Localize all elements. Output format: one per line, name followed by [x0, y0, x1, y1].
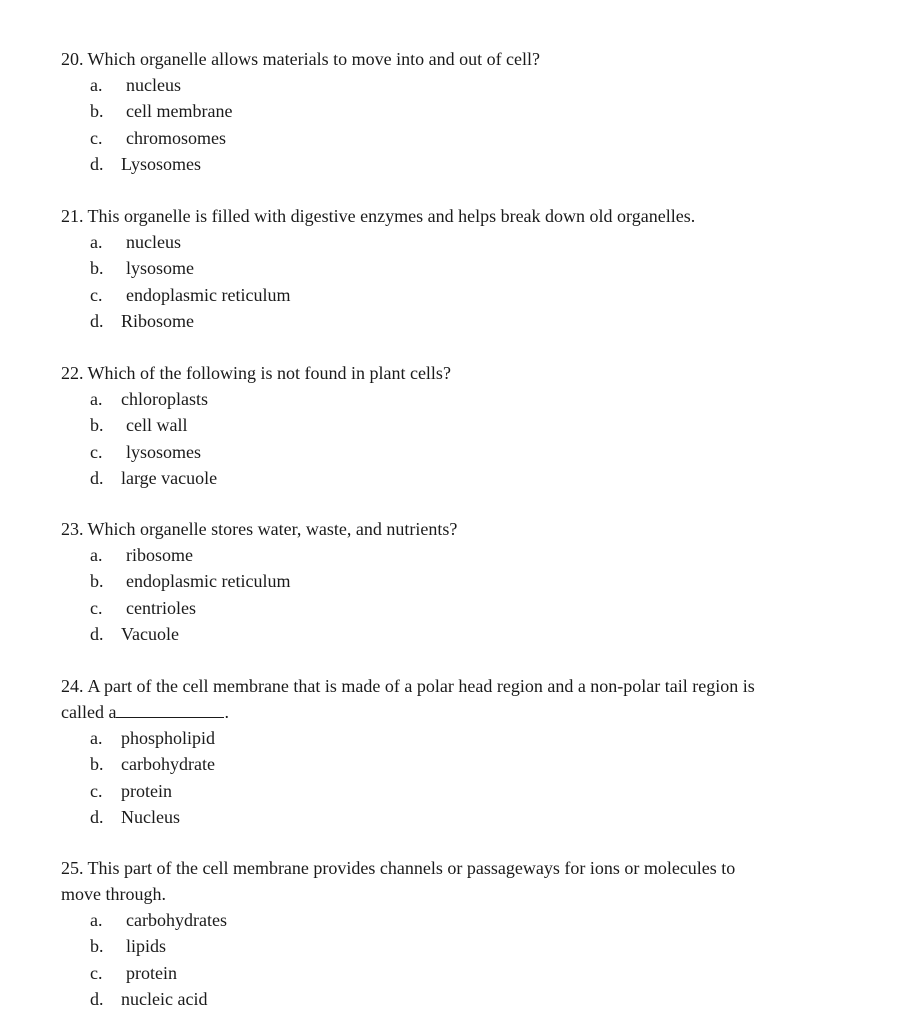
option-letter: a. [90, 75, 103, 95]
option-text: carbohydrate [121, 754, 215, 775]
answer-option-a[interactable] [61, 72, 841, 98]
option-text: lysosome [126, 258, 195, 279]
option-text: protein [126, 962, 177, 983]
option-letter: b. [90, 571, 104, 592]
answer-option-b[interactable] [61, 98, 841, 124]
question-text: Which of the following is not found in plant cells? [87, 363, 451, 383]
option-letter: b. [90, 754, 104, 775]
answer-option-b[interactable] [61, 568, 841, 594]
option-text: ribosome [126, 545, 193, 565]
question-20 [61, 46, 841, 177]
answer-option-b[interactable] [61, 933, 841, 959]
question-23 [61, 516, 841, 647]
question-number: 24. [61, 676, 84, 696]
answer-option-a[interactable] [61, 907, 841, 933]
option-letter: c. [90, 284, 103, 305]
answer-option-c[interactable] [61, 125, 841, 151]
option-letter: c. [90, 780, 103, 801]
option-text: Ribosome [121, 310, 195, 331]
question-25 [61, 855, 841, 1012]
question-21 [61, 203, 841, 334]
option-letter: a. [90, 389, 103, 409]
option-letter: a. [90, 545, 103, 565]
option-text: chromosomes [126, 127, 226, 148]
option-letter: d. [90, 310, 104, 331]
option-text: Vacuole [121, 623, 179, 644]
question-number: 23. [61, 519, 84, 539]
option-letter: b. [90, 415, 104, 436]
question-stem [61, 360, 841, 386]
question-text-line-2: called a [61, 702, 117, 722]
question-stem [61, 203, 841, 229]
option-letter: b. [90, 101, 104, 122]
answer-option-d[interactable] [61, 308, 841, 334]
option-letter: d. [90, 467, 104, 488]
answer-option-c[interactable] [61, 778, 841, 804]
answer-options [61, 725, 841, 830]
option-letter: c. [90, 597, 103, 618]
answer-option-d[interactable] [61, 986, 841, 1012]
question-text-line-1: A part of the cell membrane that is made of a polar head region and a non-polar tail region is [87, 676, 755, 696]
answer-option-b[interactable] [61, 751, 841, 777]
question-stem [61, 46, 841, 72]
option-letter: a. [90, 232, 103, 252]
option-text: carbohydrates [126, 910, 227, 930]
answer-option-d[interactable] [61, 151, 841, 177]
answer-option-c[interactable] [61, 595, 841, 621]
question-text-end: . [224, 702, 229, 722]
option-text: Lysosomes [121, 153, 202, 174]
question-text-line-2: move through. [61, 884, 166, 904]
option-text: nucleic acid [121, 988, 208, 1009]
answer-option-d[interactable] [61, 804, 841, 830]
answer-option-b[interactable] [61, 412, 841, 438]
question-text: Which organelle stores water, waste, and nutrients? [87, 519, 458, 539]
option-letter: c. [90, 962, 103, 983]
question-text: This organelle is filled with digestive enzymes and helps break down old organelles. [87, 206, 696, 226]
answer-option-a[interactable] [61, 542, 841, 568]
answer-option-d[interactable] [61, 621, 841, 647]
question-number: 22. [61, 363, 84, 383]
question-stem [61, 673, 841, 725]
question-number: 20. [61, 49, 84, 69]
question-22 [61, 360, 841, 491]
answer-option-c[interactable] [61, 960, 841, 986]
question-stem [61, 855, 841, 907]
option-text: lipids [126, 936, 167, 957]
answer-option-c[interactable] [61, 282, 841, 308]
question-stem [61, 516, 841, 542]
option-letter: c. [90, 441, 103, 462]
option-letter: b. [90, 258, 104, 279]
answer-option-a[interactable] [61, 229, 841, 255]
answer-options [61, 229, 841, 334]
answer-option-d[interactable] [61, 465, 841, 491]
answer-options [61, 542, 841, 647]
fill-in-blank [116, 699, 224, 718]
answer-options [61, 386, 841, 491]
answer-options [61, 72, 841, 177]
option-letter: d. [90, 153, 104, 174]
option-text: nucleus [126, 75, 181, 95]
option-letter: d. [90, 623, 104, 644]
option-text: lysosomes [126, 441, 202, 462]
option-letter: c. [90, 127, 103, 148]
option-text: nucleus [126, 232, 181, 252]
option-text: Nucleus [121, 806, 180, 827]
option-text: chloroplasts [121, 389, 208, 409]
option-letter: a. [90, 728, 103, 748]
answer-option-a[interactable] [61, 725, 841, 751]
question-text-line-1: This part of the cell membrane provides channels or passageways for ions or molecules to [87, 858, 736, 878]
question-number: 25. [61, 858, 84, 878]
option-letter: b. [90, 936, 104, 957]
option-text: cell wall [126, 415, 188, 436]
question-24 [61, 673, 841, 830]
option-text: protein [121, 780, 172, 801]
option-text: cell membrane [126, 101, 233, 122]
option-letter: a. [90, 910, 103, 930]
answer-option-a[interactable] [61, 386, 841, 412]
option-text: endoplasmic reticulum [126, 284, 291, 305]
option-letter: d. [90, 806, 104, 827]
option-letter: d. [90, 988, 104, 1009]
answer-option-b[interactable] [61, 255, 841, 281]
question-text: Which organelle allows materials to move into and out of cell? [87, 49, 541, 69]
option-text: phospholipid [121, 728, 216, 748]
option-text: centrioles [126, 597, 196, 618]
option-text: large vacuole [121, 467, 218, 488]
answer-option-c[interactable] [61, 439, 841, 465]
question-number: 21. [61, 206, 84, 226]
answer-options [61, 907, 841, 1012]
option-text: endoplasmic reticulum [126, 571, 291, 592]
